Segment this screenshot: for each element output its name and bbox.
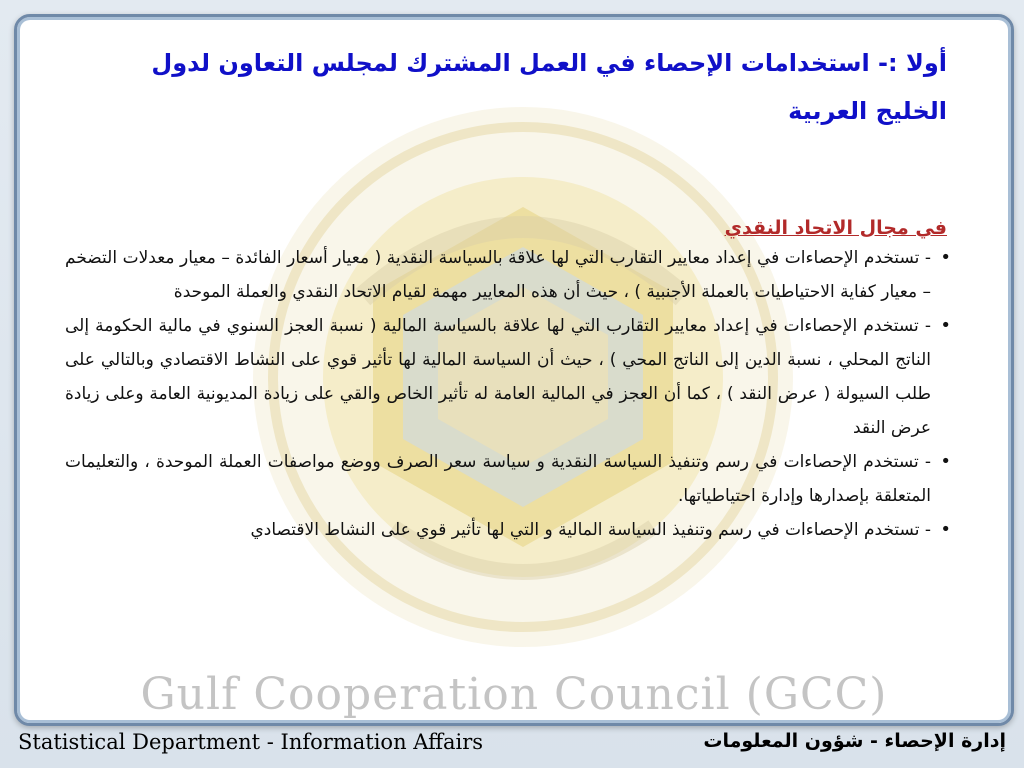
- bullet-icon: •: [940, 247, 951, 268]
- bullet-text: - تستخدم الإحصاءات في رسم وتنفيذ السياسة المالية و التي لها تأثير قوي على النشاط الاقتصادي: [250, 520, 931, 540]
- list-item: [65, 445, 951, 513]
- slide-title: أولا :- استخدامات الإحصاء في العمل المشترك لمجلس التعاون لدول الخليج العربية: [151, 49, 947, 125]
- list-item: [65, 513, 951, 547]
- list-item: [65, 241, 951, 309]
- bullet-text: - تستخدم الإحصاءات في رسم وتنفيذ السياسة النقدية و سياسة سعر الصرف ووضع مواصفات العملة الموحدة ، والتعليمات المتعلقة بإصدارها وإدارة احتياطياتها.: [65, 452, 931, 506]
- list-item: [65, 309, 951, 445]
- bullet-text: - تستخدم الإحصاءات في إعداد معايير التقارب التي لها علاقة بالسياسة المالية ( نسبة العجز السنوي في مالية الحكومة إلى الناتج المحلي ، نسبة الدين إلى الناتج المحي ) ، حيث أن السياسة المالية لها تأثير قوي على النشاط الاقتصادي وبالتالي على طلب السيولة ( عرض النقد ) ، كما أن العجز في المالية العامة له تأثير الخاص والقي على زيادة المديونية العامة وعلى زيادة عرض النقد: [65, 316, 931, 438]
- footer-department-english: Statistical Department - Information Affairs: [18, 730, 484, 754]
- bullet-icon: •: [940, 315, 951, 336]
- footer-department-arabic: إدارة الإحصاء - شؤون المعلومات: [703, 730, 1006, 752]
- gcc-watermark-text: Gulf Cooperation Council (GCC): [140, 669, 888, 720]
- bullet-icon: •: [940, 519, 951, 540]
- bullet-icon: •: [940, 451, 951, 472]
- bullet-list: [65, 241, 951, 547]
- section-subheading: في مجال الاتحاد النقدي: [724, 217, 947, 239]
- bullet-text: - تستخدم الإحصاءات في إعداد معايير التقارب التي لها علاقة بالسياسة النقدية ( معيار أسعار الفائدة – معيار معدلات التضخم – معيار كفاية الاحتياطيات بالعملة الأجنبية ) ، حيث أن هذه المعايير مهمة لقيام الاتحاد النقدي والعملة الموحدة: [65, 248, 931, 302]
- slide: [14, 14, 1014, 726]
